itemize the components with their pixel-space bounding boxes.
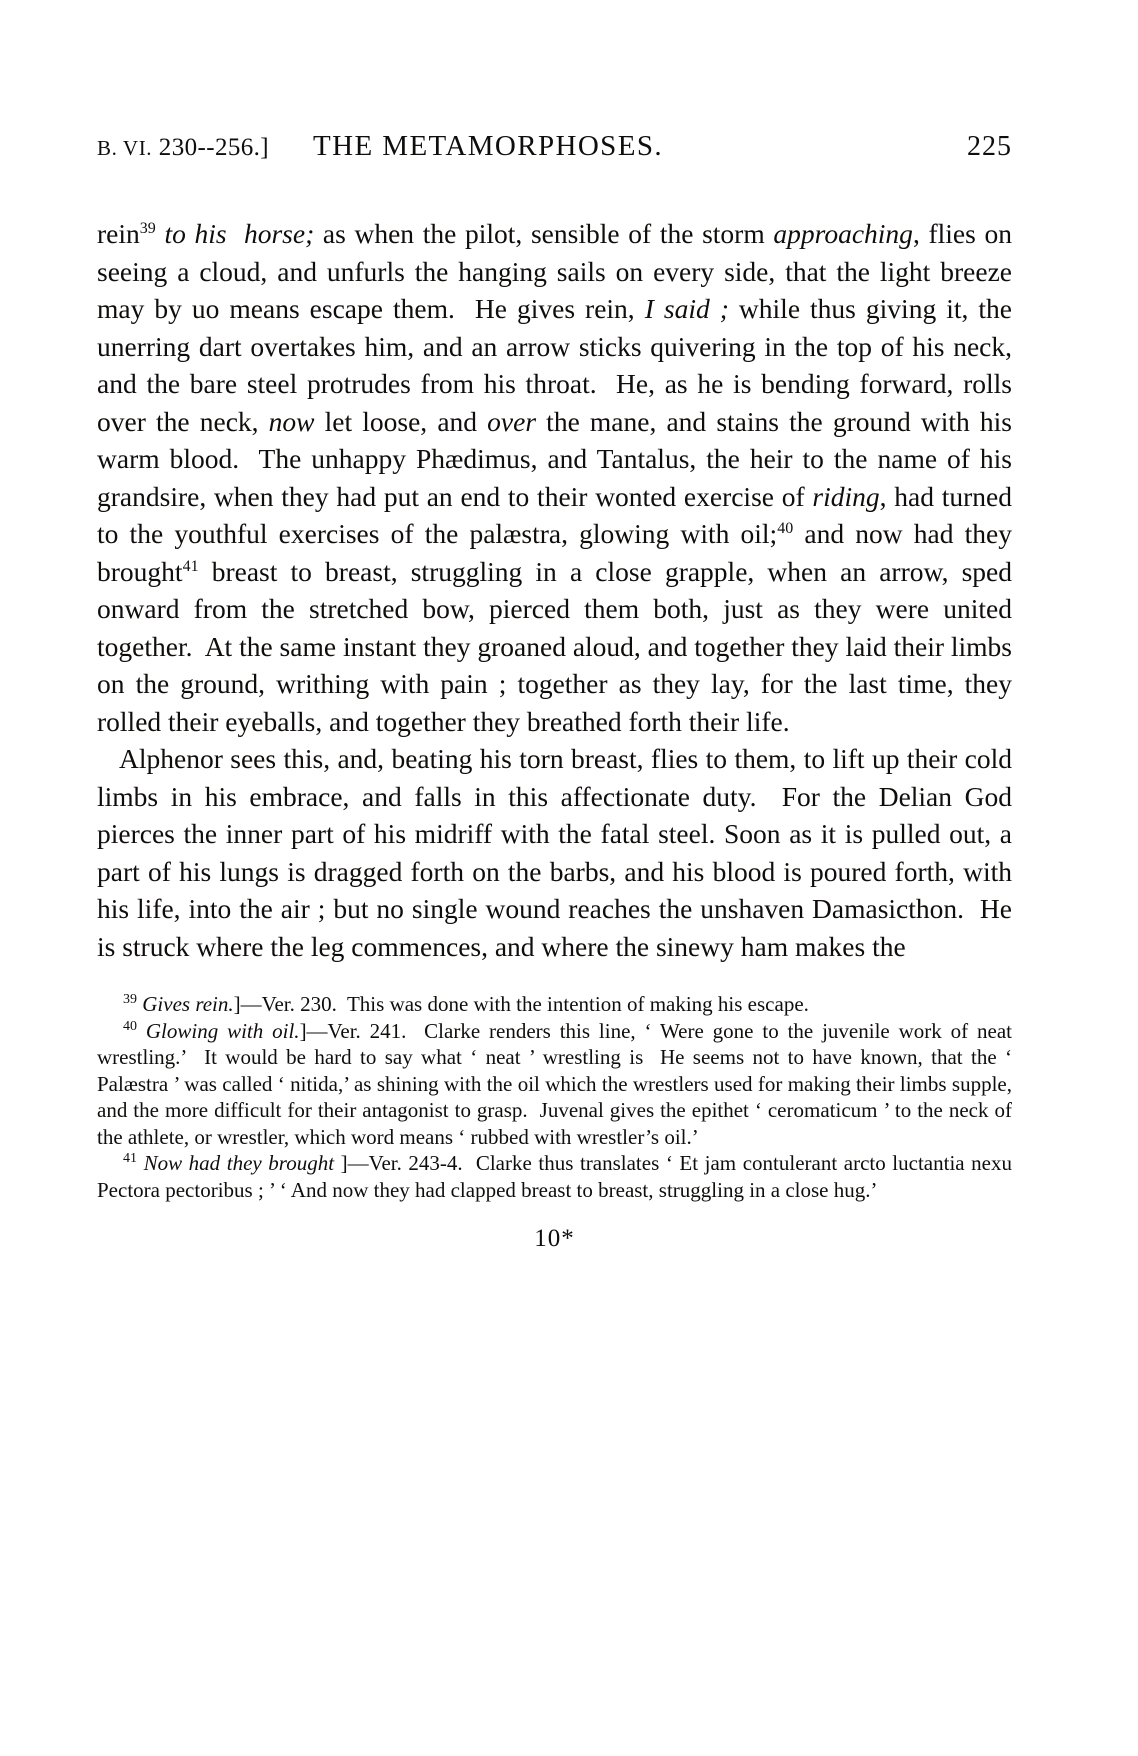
page-number: 225	[967, 131, 1012, 162]
running-head	[97, 130, 1012, 163]
body-text	[97, 215, 1012, 965]
signature-mark: 10*	[534, 1225, 575, 1252]
footnotes	[97, 991, 1012, 1203]
book-reference-lines: 230--256.]	[158, 134, 270, 161]
footnote-40: $^{40}$ Glowing with oil.]—Ver. 241. Clarke renders this line, ‘ Were gone to the juvenile work of neat wrestling.’ It would be hard to say what ‘ neat ’ wrestling is He seems not to have known, that the ‘ Palæstra ’ was called ‘ nitida,’ as shining with the oil which the wrestlers used for making their limbs supple, and the more difficult for their antagonist to grasp. Juvenal gives the epithet ‘ ceromaticum ’ to the neck of the athlete, or wrestler, which word means ‘ rubbed with wrestler’s oil.’	[97, 1018, 1012, 1149]
page-content	[97, 130, 1012, 1253]
footnote-41: $^{41}$ Now had they brought ]—Ver. 243-4. Clarke thus translates ‘ Et jam contulerant arcto luctantia nexu Pectora pectoribus ; ’ ‘ And now they had clapped breast to breast, struggling in a close hug.’	[97, 1151, 1012, 1202]
page-title: THE METAMORPHOSES.	[313, 130, 663, 162]
footnote-39: $^{39}$ Gives rein.]—Ver. 230. This was done with the intention of making his escape.	[123, 992, 809, 1016]
paragraph-1: rein$^{39}$ to his horse; as when the pilot, sensible of the storm approaching, flies on seeing a cloud, and unfurls the hanging sails on every side, that the light breeze may by uo means escape them. He gives rein, I said ; while thus giving it, the unerring dart overtakes him, and an arrow sticks quivering in the top of his neck, and the bare steel protrudes from his throat. He, as he is bending forward, rolls over the neck, now let loose, and over the mane, and stains the ground with his warm blood. The unhappy Phædimus, and Tantalus, the heir to the name of his grandsire, when they had put an end to their wonted exercise of riding, had turned to the youthful exercises of the palæstra, glowing with oil;$^{40}$ and now had they brought$^{41}$ breast to breast, struggling in a close grapple, when an arrow, sped onward from the stretched bow, pierced them both, just as they were united together. At the same instant they groaned aloud, and together they laid their limbs on the ground, writhing with pain ; together as they lay, for the last time, they rolled their eyeballs, and together they breathed forth their life.	[97, 218, 1013, 737]
book-reference-prefix: B. VI.	[97, 136, 153, 160]
paragraph-2: Alphenor sees this, and, beating his torn breast, flies to them, to lift up their cold limbs in his embrace, and falls in this affectionate duty. For the Delian God pierces the inner part of his midriff with the fatal steel. Soon as it is pulled out, a part of his lungs is dragged forth on the barbs, and his blood is poured forth, with his life, into the air ; but no single wound reaches the unshaven Damasicthon. He is struck where the leg commences, and where the sinewy ham makes the	[97, 743, 1012, 962]
book-line-reference	[97, 134, 269, 162]
